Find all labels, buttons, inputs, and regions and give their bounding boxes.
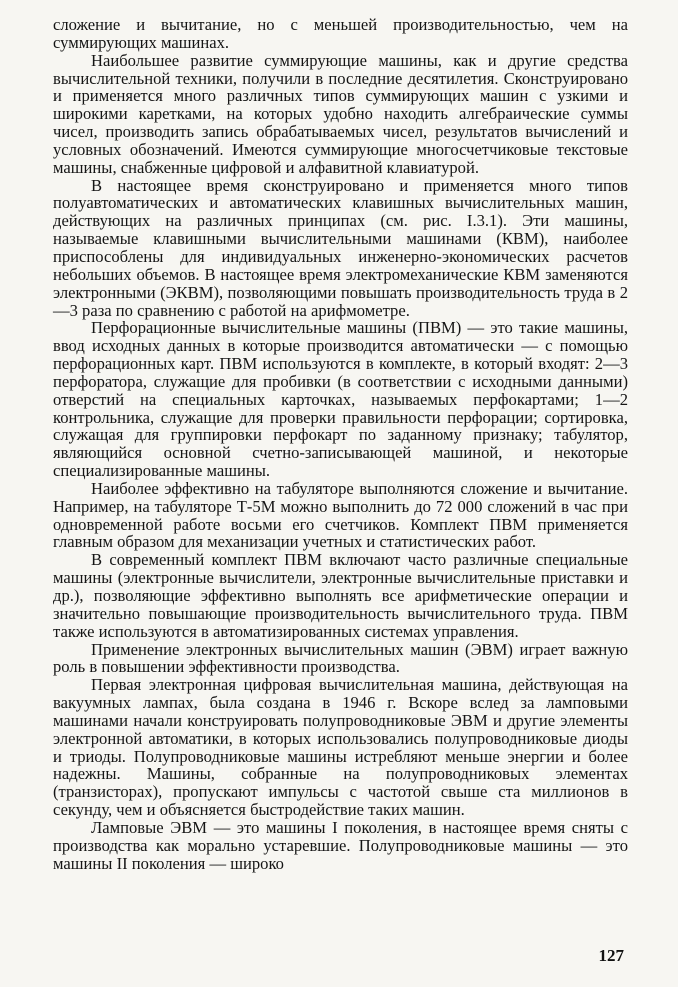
paragraph: Ламповые ЭВМ — это машины I поколения, в настоящее время сняты с производства как морально устаревшие. Полупроводниковые машины — это машины II поколения — широко [53,817,628,873]
paragraph-continuation: сложение и вычитание, но с меньшей производительностью, чем на суммирующих машинах. [53,15,628,52]
paragraph: Применение электронных вычислительных машин (ЭВМ) играет важную роль в повышении эффективности производства. [53,639,628,677]
paragraph: В современный комплект ПВМ включают часто различные специальные машины (электронные вычислители, электронные вычислительные приставки и др.), позволяющие эффективно выполнять все арифметические операции и значительно повышающие производительность вычислительного труда. ПВМ также используются в автоматизированных системах управления. [53,550,628,641]
paragraph: Наиболее эффективно на табуляторе выполняются сложение и вычитание. Например, на табуляторе Т-5М можно выполнить до 72 000 сложений в час при одновременной работе восьми его счетчиков. Комплект ПВМ применяется главным образом для механизации учетных и статистических работ. [53,478,628,552]
paragraph: В настоящее время сконструировано и применяется много типов полуавтоматических и автоматических клавишных вычислительных машин, действующих на различных принципах (см. рис. I.3.1). Эти машины, называемые клавишными вычислительными машинами (КВМ), наиболее приспособлены для индивидуальных инженерно-экономических расчетов небольших объемов. В настоящее время электромеханические КВМ заменяются электронными (ЭКВМ), позволяющими повышать производительность труда в 2—3 раза по сравнению с работой на арифмометре. [53,175,628,320]
page-number: 127 [598,946,624,965]
paragraph: Первая электронная цифровая вычислительная машина, действующая на вакуумных лампах, была создана в 1946 г. Вскоре вслед за ламповыми машинами начали конструировать полупроводниковые ЭВМ и другие элементы электронной автоматики, в которых использовались полупроводниковые диоды и триоды. Полупроводниковые машины истребляют меньше энергии и более надежны. Машины, собранные на полупроводниковых элементах (транзисторах), пропускают импульсы с частотой свыше ста миллионов в секунду, чем и объясняется быстродействие таких машин. [53,675,628,820]
paragraph: Наибольшее развитие суммирующие машины, как и другие средства вычислительной техники, получили в последние десятилетия. Сконструировано и применяется много различных типов суммирующих машин с узкими и широкими каретками, на которых удобно находить алгебраические суммы чисел, производить запись обрабатываемых чисел, результатов вычислений и условных обозначений. Имеются суммирующие многосчетчиковые текстовые машины, снабженные цифровой и алфавитной клавиатурой. [53,50,628,177]
body-text [53,16,628,873]
paragraph: Перфорационные вычислительные машины (ПВМ) — это такие машины, ввод исходных данных в которые производится автоматически — с помощью перфорационных карт. ПВМ используются в комплекте, в который входят: 2—3 перфоратора, служащие для пробивки (в соответствии с исходными данными) отверстий на специальных карточках, называемых перфокартами; 1—2 контрольника, служащие для проверки правильности перфорации; сортировка, служащая для группировки перфокарт по заданному признаку; табулятор, являющийся основной счетно-записывающей машиной, и некоторые специализированные машины. [53,318,628,481]
